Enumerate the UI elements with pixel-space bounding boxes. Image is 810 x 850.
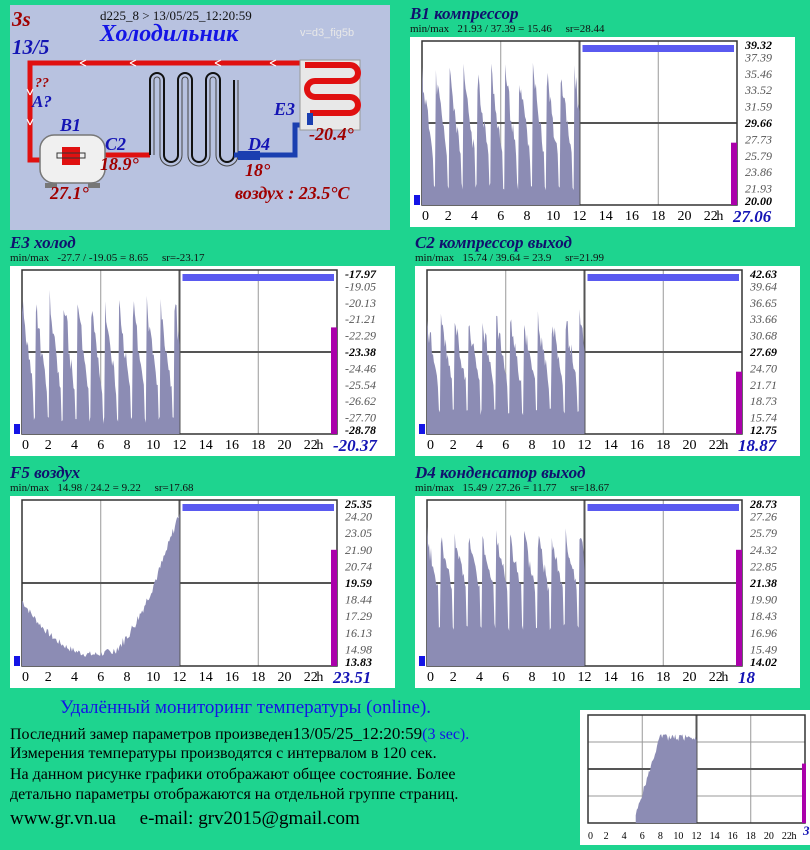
x-tick: 10	[551, 438, 566, 453]
chart-current-e3: -20.37	[333, 436, 377, 455]
chart-title-b1: B1 компрессор	[410, 4, 519, 23]
x-tick: 0	[422, 209, 429, 224]
chart-panel-c2	[415, 266, 800, 456]
x-tick: 8	[123, 670, 131, 685]
compressor-icon	[40, 135, 105, 188]
footer-title: Удалённый мониторинг температуры (online).	[60, 697, 432, 718]
x-tick: 22	[703, 209, 718, 224]
mini-x-tick: 12	[691, 831, 702, 842]
y-tick: -27.70	[345, 410, 376, 425]
y-tick: 36.65	[750, 295, 777, 310]
question-marks: ??	[35, 76, 49, 91]
mini-chart-area	[636, 734, 697, 823]
chart-level-bar-c2	[736, 372, 742, 434]
last-measure-line	[10, 724, 469, 744]
x-tick: 16	[625, 209, 639, 224]
chart-panel-d4	[415, 496, 800, 688]
x-tick: 14	[603, 438, 618, 453]
general-note-2: детально параметры отображаются на отдельной группе страниц.	[10, 786, 459, 803]
x-tick: 18	[651, 209, 666, 224]
date-label: 13/5	[12, 35, 50, 59]
x-tick: 20	[277, 670, 292, 685]
mini-x-tick: 10	[673, 831, 684, 842]
y-tick: 28.73	[750, 497, 777, 511]
chart-title-c2: C2 компрессор выход	[415, 233, 572, 252]
x-tick: 10	[146, 670, 161, 685]
mini-x-tick: 20	[763, 831, 774, 842]
x-tick: 22	[303, 670, 318, 685]
x-tick: 20	[277, 438, 292, 453]
chart-left-marker-e3	[14, 424, 20, 434]
chart-range-bar-d4	[588, 504, 740, 511]
chart-level-bar-b1	[731, 143, 737, 205]
y-tick: 27.26	[750, 509, 777, 524]
email-link[interactable]: e-mail: grv2015@gmail.com	[139, 808, 360, 829]
y-tick: 12.75	[750, 423, 777, 437]
last-measure-prefix: Последний замер параметров произведен	[10, 726, 293, 743]
x-tick: 22	[303, 438, 318, 453]
y-tick: 16.13	[345, 625, 372, 640]
chart-svg-c2	[415, 266, 800, 456]
chart-minmax-b1: min/max 21.93 / 37.39 = 15.46 sr=28.44	[410, 23, 605, 35]
x-tick: 4	[476, 670, 483, 685]
x-tick: 16	[630, 438, 644, 453]
x-tick: 8	[528, 438, 536, 453]
general-note-1: На данном рисунке графики отображают общее состояние. Более	[10, 766, 456, 783]
x-tick: 10	[546, 209, 561, 224]
chart-minmax-c2: min/max 15.74 / 39.64 = 23.9 sr=21.99	[415, 252, 605, 264]
y-tick: 21.71	[750, 377, 777, 392]
mini-x-tick: h	[791, 831, 797, 842]
chart-panel-e3	[10, 266, 395, 456]
mini-x-tick: 8	[657, 831, 663, 842]
y-tick: 39.32	[745, 38, 772, 52]
x-tick: 8	[523, 209, 531, 224]
evaporator	[300, 60, 360, 130]
y-tick: 18.43	[750, 609, 777, 624]
y-tick: -22.29	[345, 328, 376, 343]
chart-panel-b1	[410, 37, 795, 227]
chart-range-bar-e3	[183, 274, 335, 281]
mini-x-tick: 0	[588, 831, 593, 842]
y-tick: 33.66	[750, 312, 777, 327]
y-tick: -25.54	[345, 377, 376, 392]
x-tick: 20	[682, 438, 697, 453]
y-tick: -17.97	[345, 267, 376, 281]
x-tick: 14	[598, 209, 613, 224]
y-tick: 33.52	[745, 83, 772, 98]
chart-left-marker-b1	[414, 195, 420, 205]
y-tick: 24.70	[750, 361, 777, 376]
y-tick: 19.90	[750, 592, 777, 607]
x-tick: 6	[502, 438, 510, 453]
y-tick: 27.73	[745, 132, 772, 147]
y-tick: 37.39	[745, 50, 772, 65]
chart-level-bar-e3	[331, 327, 337, 434]
y-tick: 27.69	[750, 345, 777, 359]
x-tick: h	[716, 209, 724, 224]
chart-minmax-d4: min/max 15.49 / 27.26 = 11.77 sr=18.67	[415, 482, 610, 494]
x-tick: 12	[577, 438, 592, 453]
x-tick: 12	[572, 209, 587, 224]
x-tick: 12	[577, 670, 592, 685]
version-label: v=d3_fig5b	[300, 27, 355, 39]
x-tick: 2	[44, 438, 52, 453]
y-tick: 24.20	[345, 509, 372, 524]
x-tick: 16	[225, 670, 239, 685]
chart-level-bar-f5	[331, 550, 337, 666]
x-tick: 22	[708, 438, 723, 453]
chart-svg-f5	[10, 496, 395, 688]
y-tick: 15.49	[750, 642, 777, 657]
chart-current-f5: 23.51	[333, 668, 372, 687]
mini-x-tick: 14	[709, 831, 720, 842]
mini-x-tick: 18	[745, 831, 756, 842]
y-tick: 20.00	[745, 194, 772, 208]
x-tick: 12	[172, 670, 187, 685]
x-tick: 0	[22, 670, 29, 685]
x-tick: 14	[603, 670, 618, 685]
y-tick: 24.32	[750, 542, 777, 557]
y-tick: 25.79	[750, 526, 777, 541]
x-tick: 18	[656, 670, 671, 685]
chart-range-bar-b1	[583, 45, 735, 52]
x-tick: 4	[471, 209, 478, 224]
website-link[interactable]: www.gr.vn.ua	[10, 808, 116, 829]
y-tick: 30.68	[750, 328, 777, 343]
x-tick: 8	[528, 670, 536, 685]
y-tick: 14.98	[345, 642, 372, 657]
refrigerator-schematic	[10, 5, 390, 230]
y-tick: 31.59	[745, 99, 772, 114]
y-tick: -23.38	[345, 345, 376, 359]
mini-x-tick: 2	[603, 831, 609, 842]
x-tick: 18	[251, 670, 266, 685]
y-tick: 21.90	[345, 542, 372, 557]
y-tick: 42.63	[750, 267, 777, 281]
chart-panel-f5	[10, 496, 395, 688]
chart-title-d4: D4 конденсатор выход	[415, 463, 586, 482]
x-tick: 22	[708, 670, 723, 685]
x-tick: 6	[502, 670, 510, 685]
interval-note: Измерения температуры производятся с интервалом в 120 сек.	[10, 745, 437, 762]
chart-level-bar-d4	[736, 550, 742, 666]
x-tick: 14	[198, 670, 213, 685]
y-tick: 23.05	[345, 526, 372, 541]
y-tick: 23.86	[745, 165, 772, 180]
x-tick: 2	[444, 209, 452, 224]
condenser-coil	[150, 73, 238, 166]
last-measure-time: 13/05/25_12:20:59	[292, 724, 423, 743]
y-tick: -21.21	[345, 312, 376, 327]
sensor-b1-label: B1	[60, 115, 82, 135]
chart-minmax-e3: min/max -27.7 / -19.05 = 8.65 sr=-23.17	[10, 252, 205, 264]
x-tick: 4	[71, 438, 78, 453]
y-tick: 29.66	[745, 116, 772, 130]
mini-x-tick: 16	[727, 831, 738, 842]
chart-left-marker-f5	[14, 656, 20, 666]
y-tick: 21.38	[750, 576, 777, 590]
chart-current-b1: 27.06	[733, 207, 772, 226]
sensor-c2-label: C2	[105, 134, 127, 154]
mini-chart	[580, 710, 810, 845]
x-tick: 6	[97, 438, 105, 453]
x-tick: 2	[449, 438, 457, 453]
x-tick: 0	[427, 670, 434, 685]
x-tick: 2	[449, 670, 457, 685]
header-timestamp: d225_8 > 13/05/25_12:20:59	[100, 8, 252, 23]
mini-x-tick: 4	[621, 831, 627, 842]
contact-line	[10, 808, 360, 830]
y-tick: -20.13	[345, 295, 376, 310]
chart-svg-b1	[410, 37, 795, 227]
x-tick: 20	[682, 670, 697, 685]
sensor-b1-value: 27.1°	[50, 183, 89, 203]
y-tick: 18.44	[345, 592, 372, 607]
y-tick: 16.96	[750, 625, 777, 640]
sensor-d4-label: D4	[248, 134, 270, 154]
y-tick: 35.46	[745, 66, 772, 81]
interval-label: 3s	[12, 7, 31, 31]
mini-x-tick: 6	[639, 831, 645, 842]
chart-svg-e3	[10, 266, 395, 456]
x-tick: 2	[44, 670, 52, 685]
x-tick: 18	[251, 438, 266, 453]
x-tick: 14	[198, 438, 213, 453]
chart-left-marker-d4	[419, 656, 425, 666]
chart-title-e3: E3 холод	[10, 233, 76, 252]
y-tick: -28.78	[345, 423, 376, 437]
x-tick: 10	[146, 438, 161, 453]
y-tick: -24.46	[345, 361, 376, 376]
mini-chart-current: 3	[803, 823, 810, 838]
y-tick: 39.64	[750, 279, 777, 294]
chart-current-d4: 18	[738, 668, 755, 687]
y-tick: 20.74	[345, 559, 372, 574]
sensor-a-label: A?	[32, 92, 52, 111]
x-tick: 4	[476, 438, 483, 453]
x-tick: 18	[656, 438, 671, 453]
x-tick: h	[721, 670, 729, 685]
sensor-e3-label: E3	[274, 99, 296, 119]
x-tick: 16	[225, 438, 239, 453]
x-tick: h	[721, 438, 729, 453]
y-tick: -19.05	[345, 279, 376, 294]
sensor-c2-value: 18.9°	[100, 154, 139, 174]
x-tick: 6	[497, 209, 505, 224]
chart-range-bar-f5	[183, 504, 335, 511]
mini-x-tick: 22	[781, 831, 792, 842]
x-tick: 0	[22, 438, 29, 453]
chart-left-marker-c2	[419, 424, 425, 434]
air-temperature: воздух : 23.5°C	[235, 183, 350, 203]
y-tick: -26.62	[345, 394, 376, 409]
chart-minmax-f5: min/max 14.98 / 24.2 = 9.22 sr=17.68	[10, 482, 194, 494]
x-tick: 12	[172, 438, 187, 453]
y-tick: 25.35	[345, 497, 372, 511]
schematic-title: Холодильник	[100, 21, 239, 47]
chart-current-c2: 18.87	[738, 436, 777, 455]
y-tick: 13.83	[345, 655, 372, 669]
x-tick: 0	[427, 438, 434, 453]
y-tick: 18.73	[750, 394, 777, 409]
x-tick: 20	[677, 209, 692, 224]
y-tick: 17.29	[345, 609, 372, 624]
sensor-e3-value: -20.4°	[309, 124, 354, 144]
y-tick: 21.93	[745, 181, 772, 196]
x-tick: 4	[71, 670, 78, 685]
y-tick: 25.79	[745, 148, 772, 163]
chart-title-f5: F5 воздух	[10, 463, 81, 482]
chart-range-bar-c2	[588, 274, 740, 281]
sensor-d4-value: 18°	[245, 160, 271, 180]
y-tick: 14.02	[750, 655, 777, 669]
x-tick: 6	[97, 670, 105, 685]
y-tick: 15.74	[750, 410, 777, 425]
x-tick: 8	[123, 438, 131, 453]
y-tick: 22.85	[750, 559, 777, 574]
x-tick: h	[316, 670, 324, 685]
y-tick: 19.59	[345, 576, 372, 590]
chart-svg-d4	[415, 496, 800, 688]
x-tick: 16	[630, 670, 644, 685]
x-tick: h	[316, 438, 324, 453]
last-measure-age: (3 sec).	[422, 726, 470, 743]
x-tick: 10	[551, 670, 566, 685]
